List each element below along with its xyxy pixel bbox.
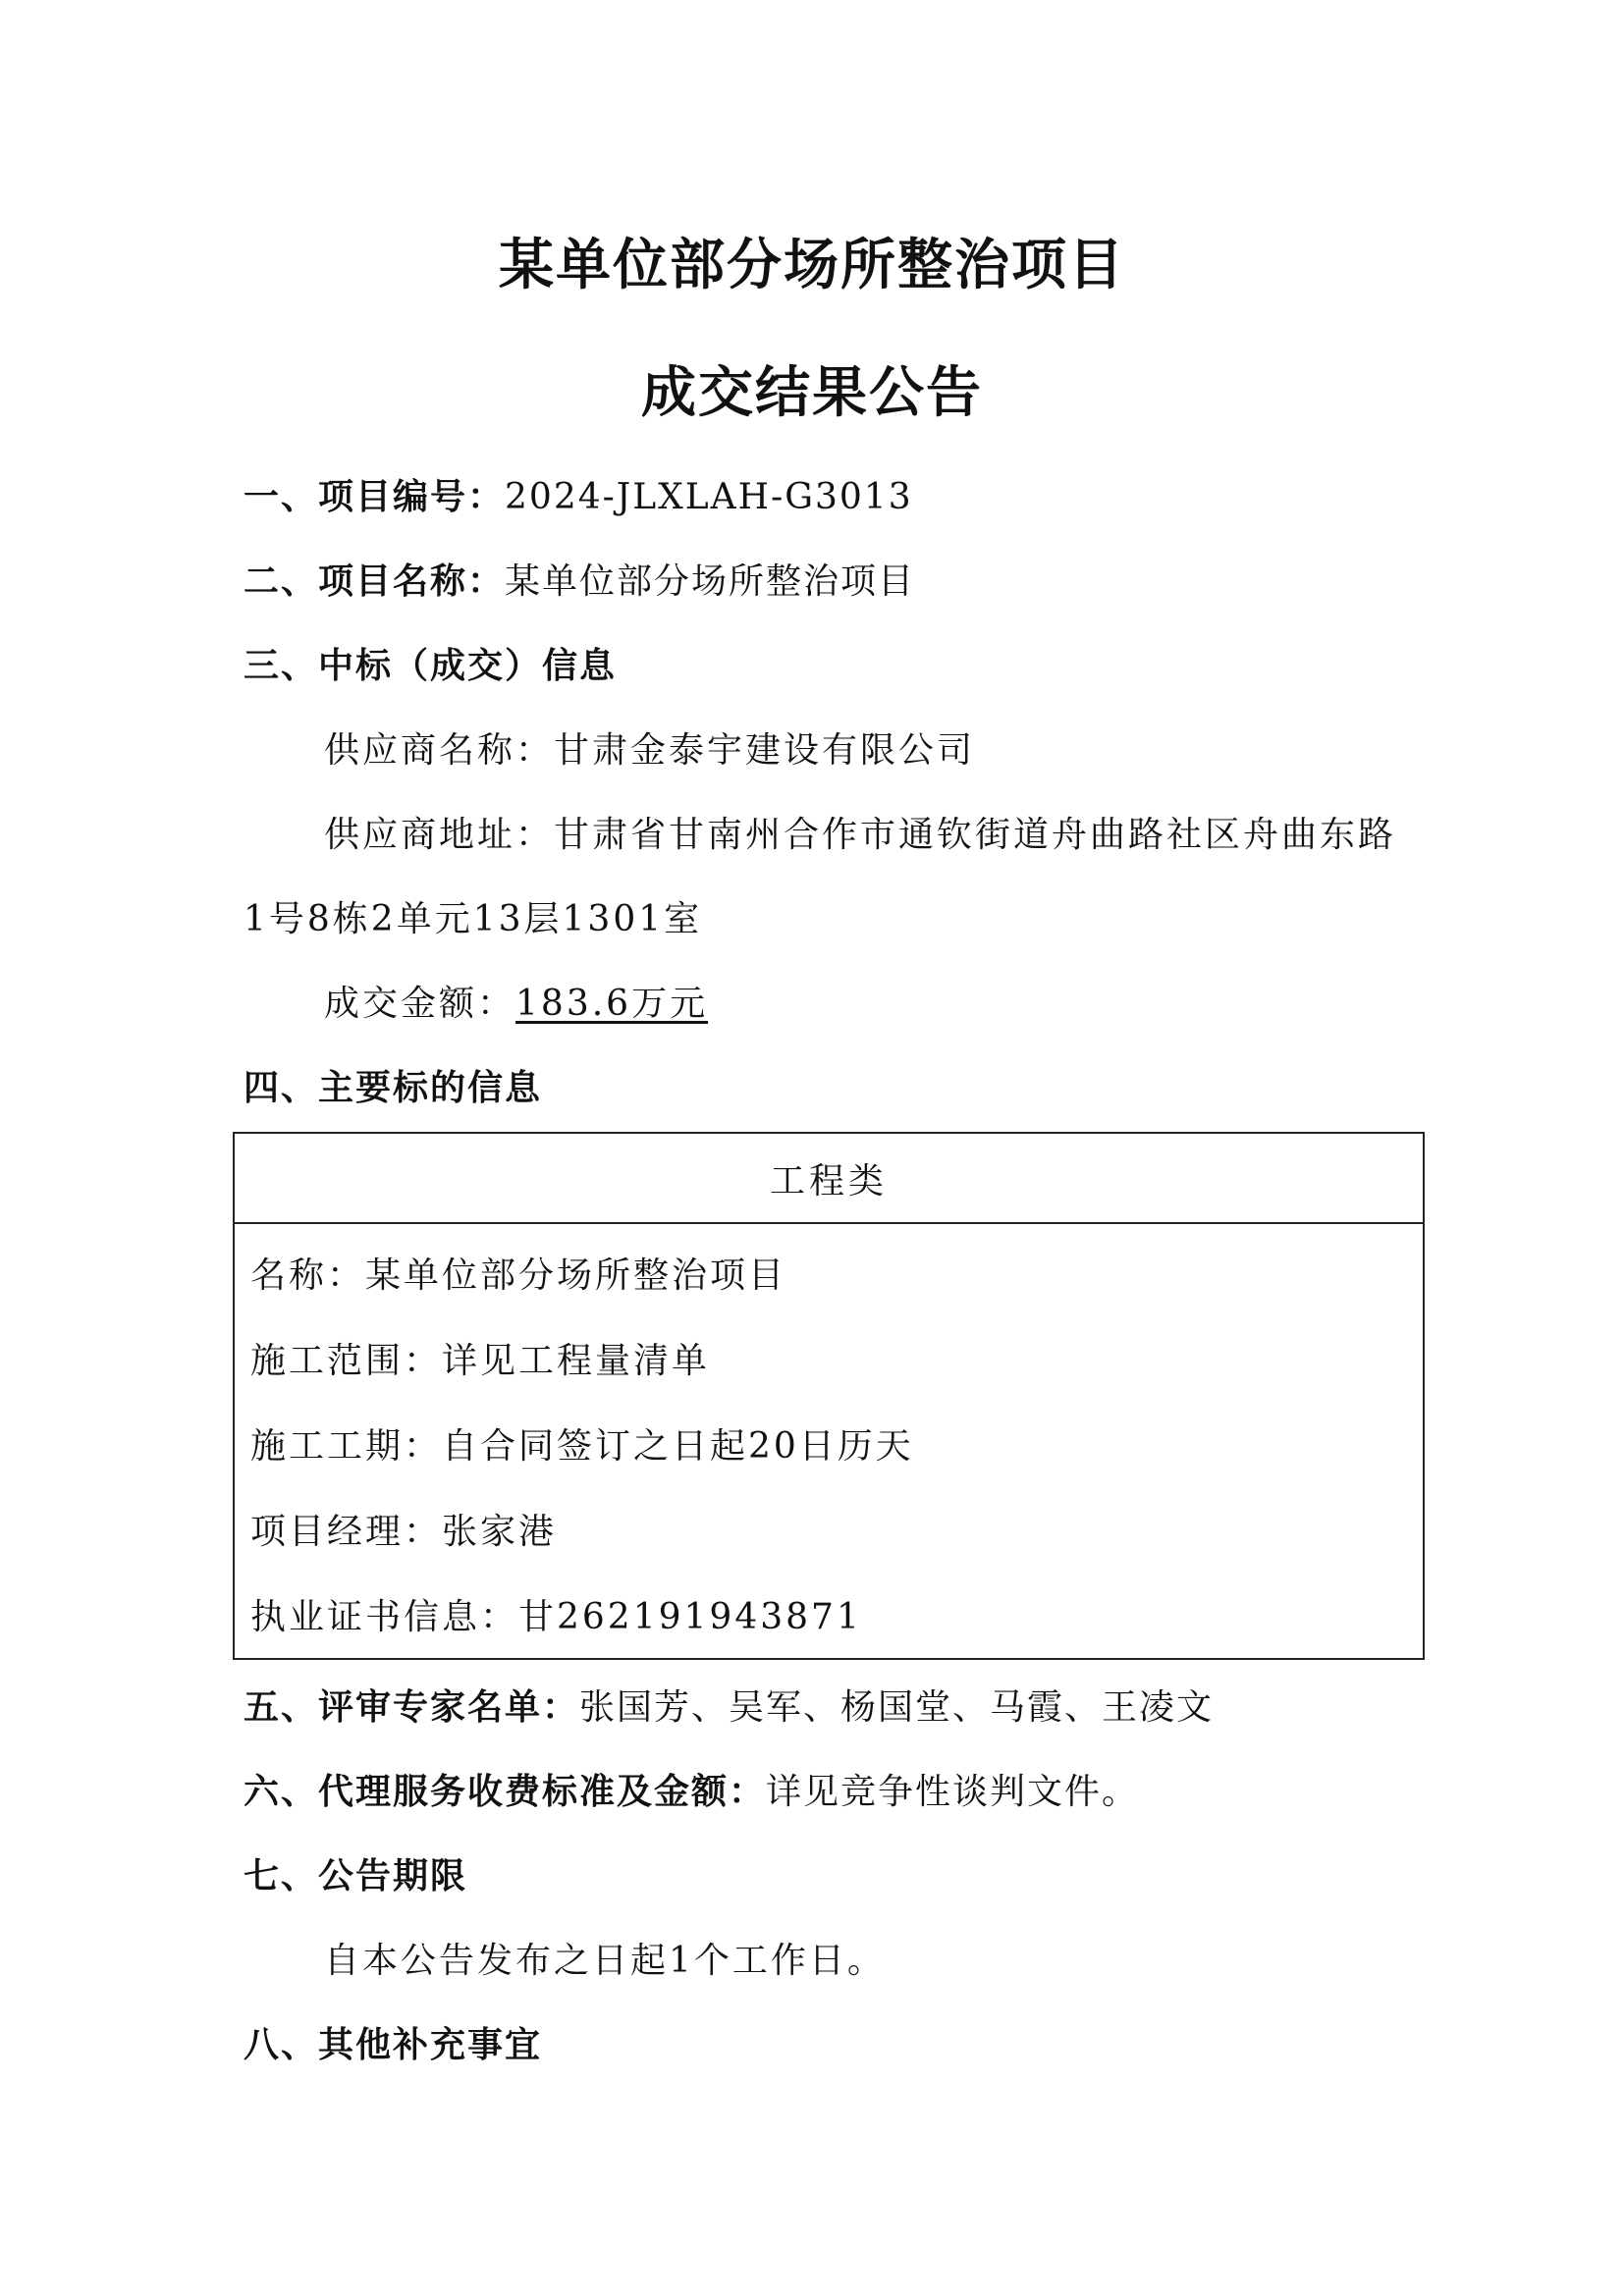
project-number-label: 一、项目编号： xyxy=(244,477,506,517)
subject-row-certificate: 执业证书信息：甘262191943871 xyxy=(250,1597,862,1637)
subject-row-manager: 项目经理：张家港 xyxy=(250,1512,558,1552)
section-notice-period-heading: 七、公告期限 xyxy=(244,1856,468,1896)
subject-info-table xyxy=(233,1132,1425,1660)
supplier-address-line1: 供应商地址：甘肃省甘南州合作市通钦街道舟曲路社区舟曲东路 xyxy=(324,815,1397,855)
document-title-line2: 成交结果公告 xyxy=(641,361,983,425)
deal-amount-label: 成交金额： xyxy=(324,984,516,1024)
deal-amount xyxy=(324,980,708,1029)
section-award-info-heading: 三、中标（成交）信息 xyxy=(244,646,618,686)
experts-value: 张国芳、吴军、杨国堂、马霞、王凌文 xyxy=(579,1687,1215,1728)
section-agency-fee xyxy=(244,1768,1139,1817)
deal-amount-value: 183.6万元 xyxy=(515,984,709,1024)
supplier-address-line2: 1号8栋2单元13层1301室 xyxy=(244,899,703,939)
project-name-label: 二、项目名称： xyxy=(244,561,506,602)
section-project-number xyxy=(244,473,913,522)
experts-label: 五、评审专家名单： xyxy=(244,1687,580,1728)
agency-fee-value: 详见竞争性谈判文件。 xyxy=(766,1772,1140,1812)
subject-row-scope: 施工范围：详见工程量清单 xyxy=(250,1341,711,1381)
section-experts xyxy=(244,1683,1214,1733)
project-number-value: 2024-JLXLAH-G3013 xyxy=(505,477,913,517)
subject-row-duration: 施工工期：自合同签订之日起20日历天 xyxy=(250,1426,914,1467)
supplier-name: 供应商名称：甘肃金泰宇建设有限公司 xyxy=(324,730,976,771)
subject-table-header: 工程类 xyxy=(235,1134,1423,1224)
notice-period-text: 自本公告发布之日起1个工作日。 xyxy=(324,1941,886,1981)
document-title-line1: 某单位部分场所整治项目 xyxy=(499,234,1125,297)
project-name-value: 某单位部分场所整治项目 xyxy=(505,561,916,602)
agency-fee-label: 六、代理服务收费标准及金额： xyxy=(244,1772,767,1812)
section-subject-info-heading: 四、主要标的信息 xyxy=(244,1068,543,1108)
section-other-matters-heading: 八、其他补充事宜 xyxy=(244,2025,543,2065)
section-project-name xyxy=(244,558,915,607)
subject-row-name: 名称：某单位部分场所整治项目 xyxy=(250,1255,787,1296)
